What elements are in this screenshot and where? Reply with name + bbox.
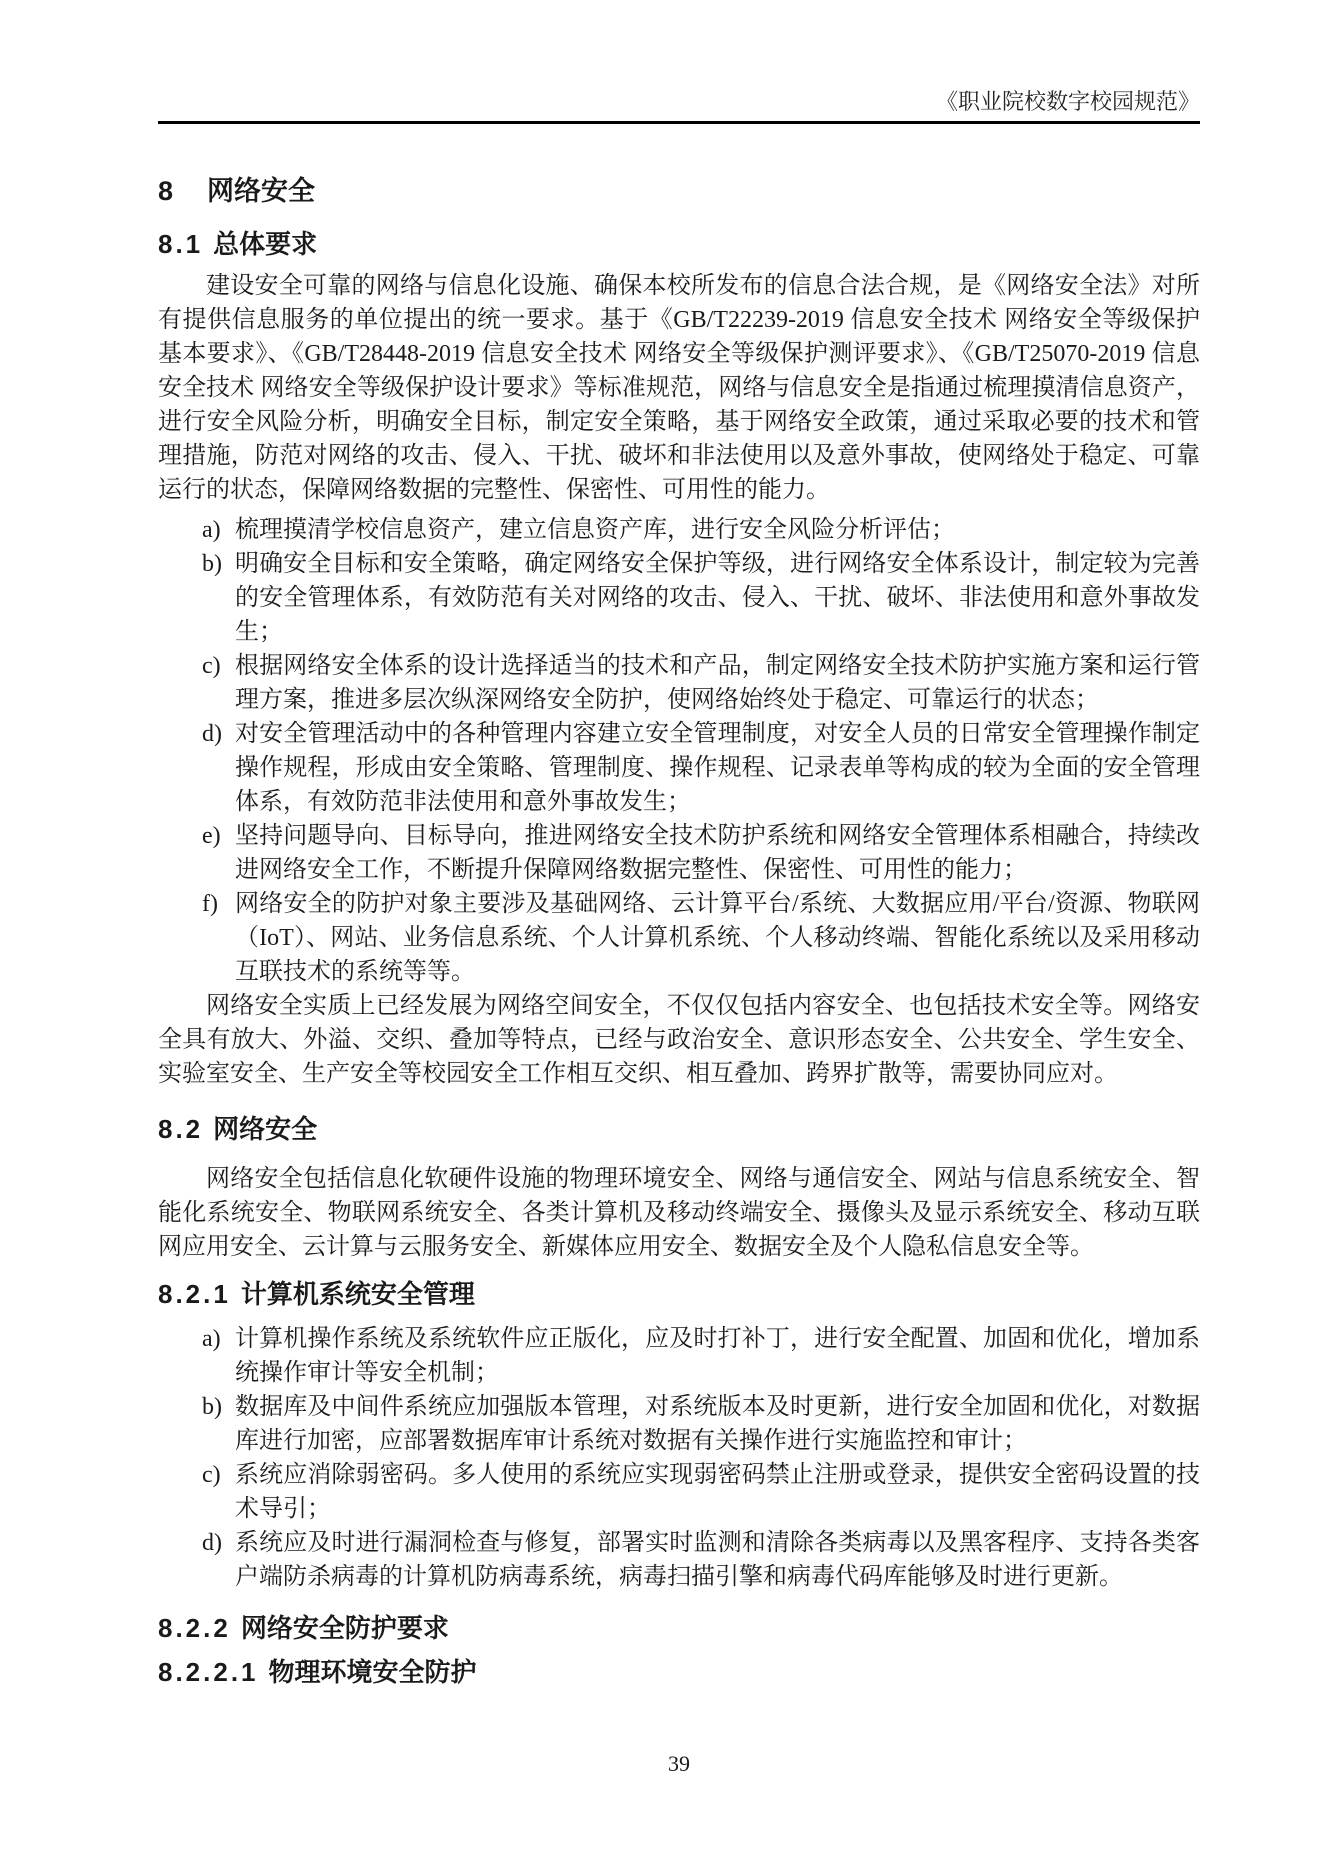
list-item-marker: e) bbox=[202, 823, 221, 849]
list-item-text: 梳理摸清学校信息资产，建立信息资产库，进行安全风险分析评估； bbox=[235, 517, 955, 543]
list-item bbox=[202, 1390, 1200, 1458]
list-item-text: 数据库及中间件系统应加强版本管理，对系统版本及时更新，进行安全加固和优化，对数据库进行加密，应部署数据库审计系统对数据有关操作进行实施监控和审计； bbox=[235, 1394, 1200, 1454]
paragraph-8-2-intro: 网络安全包括信息化软硬件设施的物理环境安全、网络与通信安全、网站与信息系统安全、智能化系统安全、物联网系统安全、各类计算机及移动终端安全、摄像头及显示系统安全、移动互联网应用安全、云计算与云服务安全、新媒体应用安全、数据安全及个人隐私信息安全等。 bbox=[158, 1166, 1200, 1260]
paragraph-8-1-intro: 建设安全可靠的网络与信息化设施、确保本校所发布的信息合法合规，是《网络安全法》对所有提供信息服务的单位提出的统一要求。基于《GB/T22239-2019 信息安全技术 网络安全等级保护基本要求》、《GB/T28448-2019 信息安全技术 网络安全等级保护测评要求》、《GB/T25070-2019 信息安全技术 网络安全等级保护设计要求》等标准规范，网络与信息安全是指通过梳理摸清信息资产，进行安全风险分析，明确安全目标，制定安全策略，基于网络安全政策，通过采取必要的技术和管理措施，防范对网络的攻击、侵入、干扰、破坏和非法使用以及意外事故，使网络处于稳定、可靠运行的状态，保障网络数据的完整性、保密性、可用性的能力。 bbox=[158, 273, 1200, 503]
page-header bbox=[158, 88, 1200, 116]
list-item-marker: a) bbox=[202, 1326, 221, 1352]
list-item-marker: b) bbox=[202, 551, 222, 577]
section-title: 网络安全 bbox=[213, 1114, 318, 1144]
list-item-text: 网络安全的防护对象主要涉及基础网络、云计算平台/系统、大数据应用/平台/资源、物联网（IoT）、网站、业务信息系统、个人计算机系统、个人移动终端、智能化系统以及采用移动互联技术的系统等等。 bbox=[235, 891, 1200, 985]
list-item-text: 计算机操作系统及系统软件应正版化，应及时打补丁，进行安全配置、加固和优化，增加系统操作审计等安全机制； bbox=[235, 1326, 1200, 1386]
list-item bbox=[202, 547, 1200, 649]
page-footer bbox=[158, 1750, 1200, 1778]
list-item-marker: c) bbox=[202, 1462, 221, 1488]
section-heading-8-2-2 bbox=[158, 1612, 1200, 1644]
list-item-text: 对安全管理活动中的各种管理内容建立安全管理制度，对安全人员的日常安全管理操作制定操作规程，形成由安全策略、管理制度、操作规程、记录表单等构成的较为全面的安全管理体系，有效防范非法使用和意外事故发生； bbox=[235, 721, 1200, 815]
section-number: 8.2.2 bbox=[158, 1613, 231, 1643]
section-number: 8.2.1 bbox=[158, 1279, 231, 1309]
paragraph-8-1-outro: 网络安全实质上已经发展为网络空间安全，不仅仅包括内容安全、也包括技术安全等。网络安全具有放大、外溢、交织、叠加等特点，已经与政治安全、意识形态安全、公共安全、学生安全、实验室安全、生产安全等校园安全工作相互交织、相互叠加、跨界扩散等，需要协同应对。 bbox=[158, 993, 1200, 1087]
list-item-text: 根据网络安全体系的设计选择适当的技术和产品，制定网络安全技术防护实施方案和运行管理方案，推进多层次纵深网络安全防护，使网络始终处于稳定、可靠运行的状态； bbox=[235, 653, 1200, 713]
list-item-marker: a) bbox=[202, 517, 221, 543]
list-item-marker: f) bbox=[202, 891, 218, 917]
list-item bbox=[202, 1526, 1200, 1594]
section-number: 8.2 bbox=[158, 1114, 204, 1144]
list-item bbox=[202, 513, 1200, 547]
list-item-text: 系统应及时进行漏洞检查与修复，部署实时监测和清除各类病毒以及黑客程序、支持各类客户端防杀病毒的计算机防病毒系统，病毒扫描引擎和病毒代码库能够及时进行更新。 bbox=[235, 1530, 1200, 1590]
list-item-marker: d) bbox=[202, 1530, 222, 1556]
section-title: 总体要求 bbox=[213, 229, 318, 259]
list-item-text: 系统应消除弱密码。多人使用的系统应实现弱密码禁止注册或登录，提供安全密码设置的技术导引； bbox=[235, 1462, 1200, 1522]
section-heading-8-2 bbox=[158, 1113, 1200, 1146]
list-item-marker: b) bbox=[202, 1394, 222, 1420]
section-heading-8-2-2-1 bbox=[158, 1656, 1200, 1688]
header-rule bbox=[158, 121, 1200, 124]
section-title: 网络安全 bbox=[207, 176, 316, 206]
header-booklet-title: 《职业院校数字校园规范》 bbox=[935, 89, 1200, 114]
section-title: 网络安全防护要求 bbox=[240, 1613, 449, 1643]
list-item bbox=[202, 1322, 1200, 1390]
list-item bbox=[202, 717, 1200, 819]
list-item bbox=[202, 887, 1200, 989]
section-number: 8.1 bbox=[158, 229, 204, 259]
ordered-list-8-1 bbox=[158, 513, 1200, 989]
section-number: 8 bbox=[158, 176, 174, 206]
list-item-text: 明确安全目标和安全策略，确定网络安全保护等级，进行网络安全体系设计，制定较为完善的安全管理体系，有效防范有关对网络的攻击、侵入、干扰、破坏、非法使用和意外事故发生； bbox=[235, 551, 1200, 645]
section-heading-8 bbox=[158, 174, 1200, 208]
section-heading-8-2-1 bbox=[158, 1278, 1200, 1310]
list-item bbox=[202, 649, 1200, 717]
list-item-marker: d) bbox=[202, 721, 222, 747]
list-item-text: 坚持问题导向、目标导向，推进网络安全技术防护系统和网络安全管理体系相融合，持续改进网络安全工作，不断提升保障网络数据完整性、保密性、可用性的能力； bbox=[235, 823, 1200, 883]
list-item bbox=[202, 819, 1200, 887]
list-item-marker: c) bbox=[202, 653, 221, 679]
ordered-list-8-2-1 bbox=[158, 1322, 1200, 1594]
section-number: 8.2.2.1 bbox=[158, 1657, 259, 1687]
page-number: 39 bbox=[668, 1751, 690, 1776]
section-heading-8-1 bbox=[158, 228, 1200, 261]
section-title: 物理环境安全防护 bbox=[268, 1657, 477, 1687]
list-item bbox=[202, 1458, 1200, 1526]
section-title: 计算机系统安全管理 bbox=[240, 1279, 475, 1309]
